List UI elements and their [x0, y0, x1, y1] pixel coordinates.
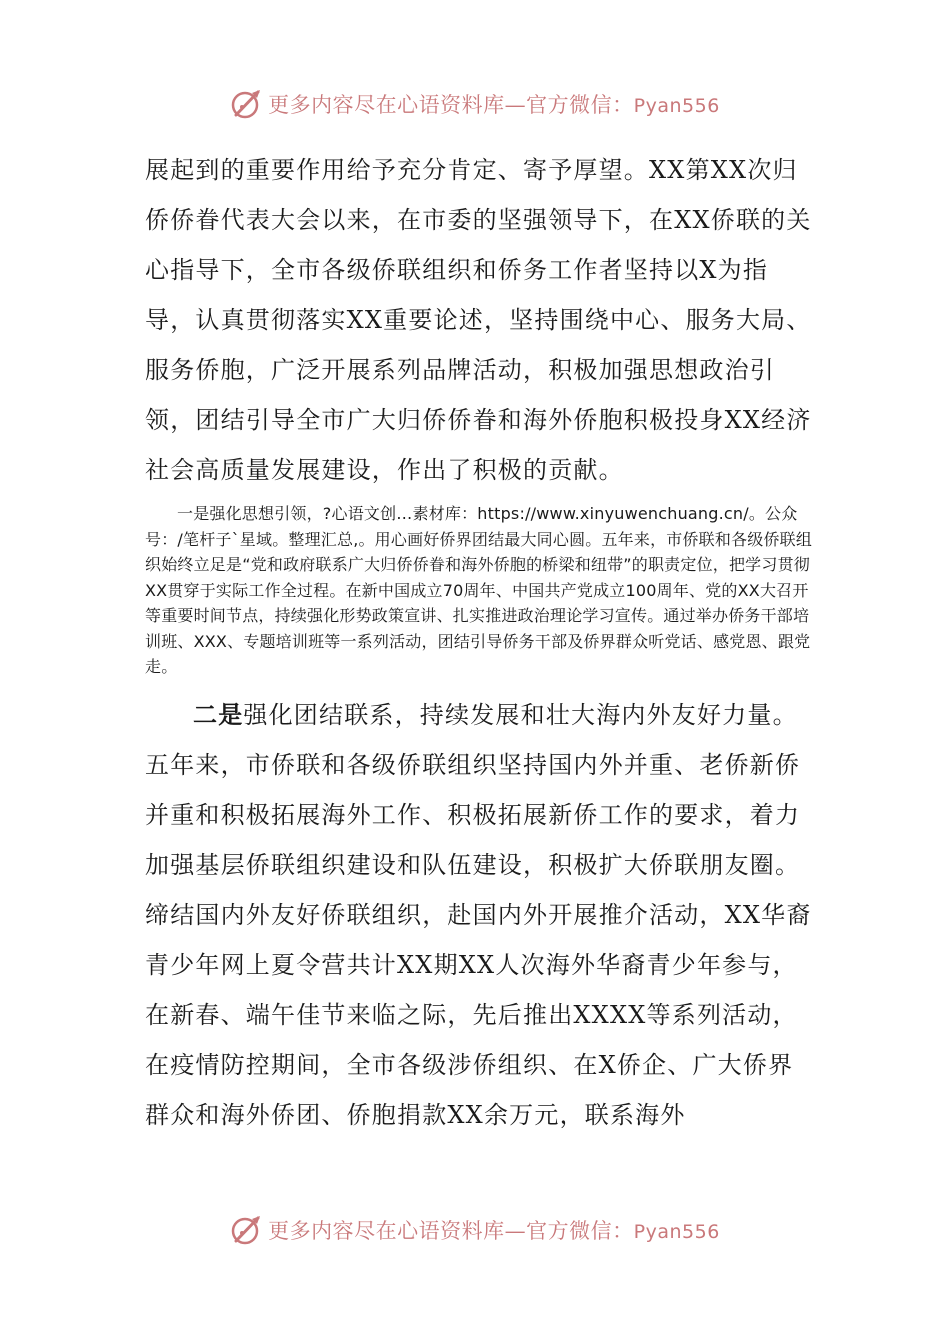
paragraph-2: 一是强化思想引领，?心语文创…素材库：https://www.xinyuwenchuang.cn/。公众号：/笔杆子`星域。整理汇总,。用心画好侨界团结最大同心圆。五年来，市侨联和各级侨联组织始终立足是“党和政府联系广大归侨侨眷和海外侨胞的桥梁和纽带”的职责定位，把学习贯彻XX贯穿于实际工作全过程。在新中国成立70周年、中国共产党成立100周年、党的XX大召开等重要时间节点，持续强化形势政策宣讲、扎实推进政治理论学习宣传。通过举办侨务干部培训班、XXX、专题培训班等一系列活动，团结引导侨务干部及侨界群众听党话、感党恩、跟党走。: [145, 504, 813, 676]
header-banner: [0, 84, 950, 124]
paragraph-3: [145, 690, 815, 1140]
pen-logo-icon: [230, 1213, 264, 1247]
paragraph-3-text: 强化团结联系，持续发展和壮大海内外友好力量。五年来，市侨联和各级侨联组织坚持国内外并重、老侨新侨并重和积极拓展海外工作、积极拓展新侨工作的要求，着力加强基层侨联组织建设和队伍建设，积极扩大侨联朋友圈。缔结国内外友好侨联组织，赴国内外开展推介活动，XX华裔青少年网上夏令营共计XX期XX人次海外华裔青少年参与，在新春、端午佳节来临之际，先后推出XXXX等系列活动，在疫情防控期间，全市各级涉侨组织、在X侨企、广大侨界群众和海外侨团、侨胞捐款XX余万元，联系海外: [145, 700, 812, 1129]
pen-logo-icon: [230, 87, 264, 121]
banner-text: 更多内容尽在心语资料库—官方微信：Pyan556: [268, 93, 720, 117]
footer-banner: [0, 1210, 950, 1250]
paragraph-3-lead: 二是: [193, 699, 244, 729]
wechat-id: Pyan556: [633, 95, 720, 117]
paragraph-1: 展起到的重要作用给予充分肯定、寄予厚望。XX第XX次归侨侨眷代表大会以来，在市委的坚强领导下，在XX侨联的关心指导下，全市各级侨联组织和侨务工作者坚持以X为指导，认真贯彻落实XX重要论述，坚持围绕中心、服务大局、服务侨胞，广泛开展系列品牌活动，积极加强思想政治引领，团结引导全市广大归侨侨眷和海外侨胞积极投身XX经济社会高质量发展建设，作出了积极的贡献。: [145, 156, 812, 484]
banner-text: 更多内容尽在心语资料库—官方微信：Pyan556: [268, 1219, 720, 1243]
document-body: [145, 145, 815, 1140]
wechat-id: Pyan556: [633, 1221, 720, 1243]
